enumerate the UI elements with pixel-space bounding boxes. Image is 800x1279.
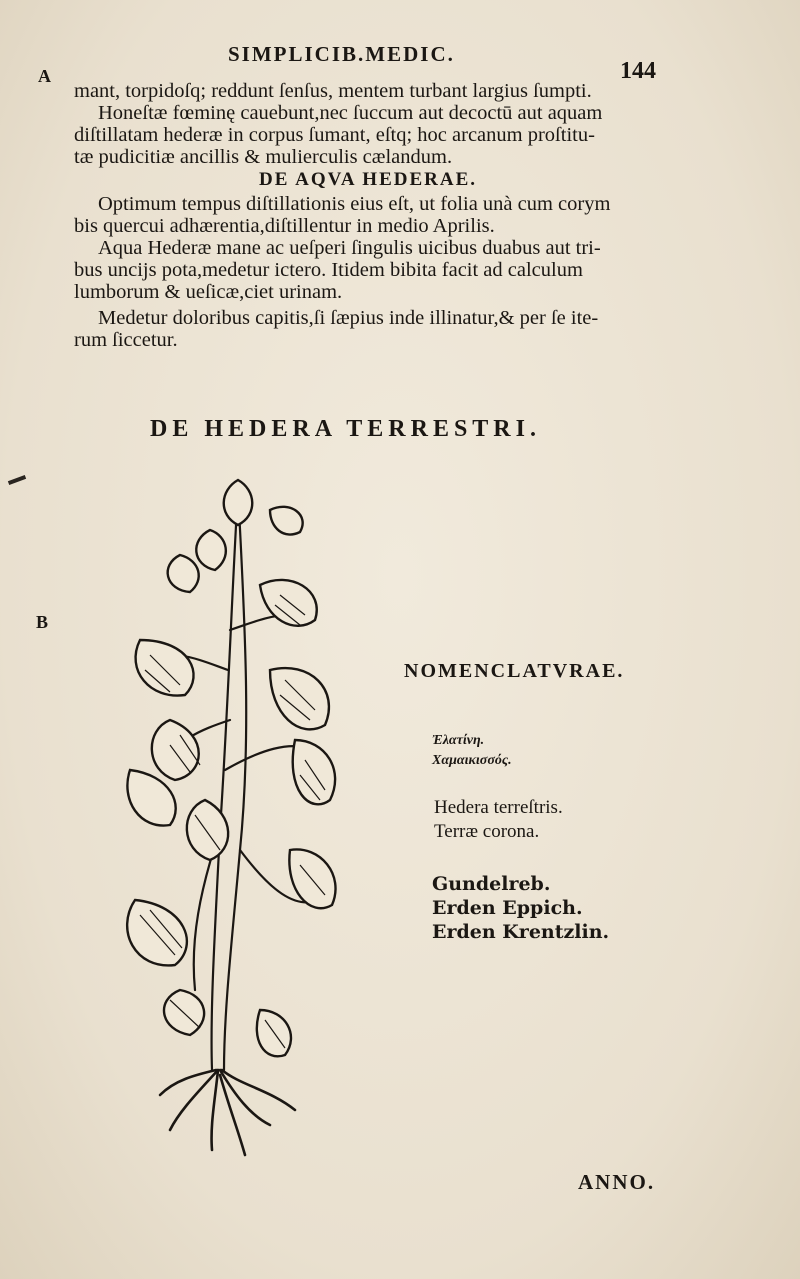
text-line: Optimum tempus diſtillationis eius eſt, ut folia unà cum corym (98, 193, 611, 215)
german-name: Erden Eppich. (432, 897, 583, 919)
margin-letter-a: A (38, 66, 51, 86)
section-title: DE HEDERA TERRESTRI. (150, 416, 541, 442)
folio-number: 144 (620, 58, 656, 84)
text-line: bis quercui adhærentia,diſtillentur in medio Aprilis. (74, 215, 495, 237)
text-line: Honeſtæ fœminę cauebunt,nec ſuccum aut decoctū aut aquam (98, 102, 603, 124)
text-line: diſtillatam hederæ in corpus ſumant, eſtq; hoc arcanum proſtitu- (74, 124, 595, 146)
running-head: SIMPLICIB.MEDIC. (228, 42, 455, 66)
catchword: ANNO. (578, 1170, 656, 1194)
latin-name: Hedera terreſtris. (434, 797, 563, 818)
text-line: tæ pudicitiæ ancillis & mulierculis cælandum. (74, 146, 453, 168)
body-text (74, 80, 714, 351)
text-line: mant, torpidoſq; reddunt ſenſus, mentem turbant largius ſumpti. (74, 80, 592, 102)
text-line: bus uncijs pota,medetur ictero. Itidem bibita facit ad calculum (74, 259, 583, 281)
text-line: Aqua Hederæ mane ac ueſperi ſingulis uicibus duabus aut tri- (98, 237, 601, 259)
german-name: Erden Krentzlin. (432, 921, 610, 943)
stray-ink-mark (8, 475, 26, 485)
nomenclature-heading: NOMENCLATVRAE. (404, 660, 625, 682)
text-line: rum ſiccetur. (74, 329, 178, 351)
greek-name: Ἐλατίνη. (432, 733, 485, 748)
text-line: Medetur doloribus capitis,ſi ſæpius inde illinatur,& per ſe ite- (98, 307, 599, 329)
plant-woodcut-illustration (120, 470, 370, 1160)
greek-name: Χαμαικισσός. (432, 753, 512, 768)
subheading-aqua: DE AQVA HEDERAE. (259, 169, 478, 190)
german-name: Gundelreb. (432, 873, 551, 895)
text-line: lumborum & ueſicæ,ciet urinam. (74, 281, 343, 303)
latin-name: Terræ corona. (434, 821, 540, 842)
margin-letter-b: B (36, 612, 49, 632)
